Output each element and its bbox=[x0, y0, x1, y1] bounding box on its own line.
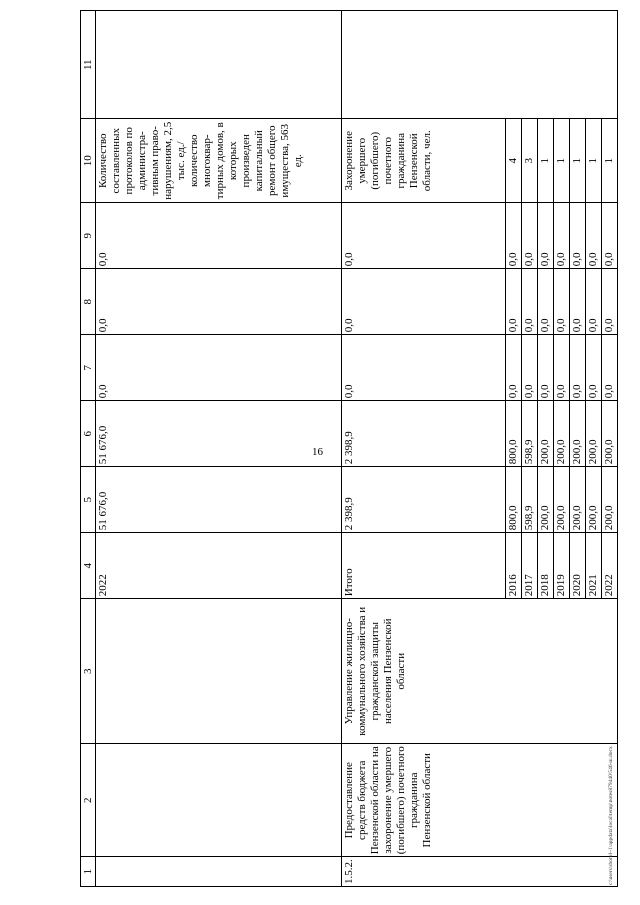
cell-value: 200,0 bbox=[538, 401, 554, 467]
cell-year: 2018 bbox=[538, 533, 554, 599]
cell-empty bbox=[96, 11, 342, 119]
table-row-2022 bbox=[96, 11, 342, 887]
cell-year: 2016 bbox=[506, 533, 522, 599]
cell-year: 2020 bbox=[570, 533, 586, 599]
cell-year: 2019 bbox=[554, 533, 570, 599]
cell-value: 0,0 bbox=[570, 269, 586, 335]
program-table bbox=[80, 10, 618, 887]
cell-indicator: Количество составленных протоколов по администра-тивным право-нарушениям, 2,5 тыс. ед./ количество многоквар-тирных домов, в которых произведен капитальный ремонт общего имущества, 563 ед. bbox=[96, 119, 342, 203]
cell-total-label: Итого bbox=[342, 533, 506, 599]
cell-value: 0,0 bbox=[342, 203, 506, 269]
cell-value: 0,0 bbox=[602, 269, 618, 335]
cell-value: 0,0 bbox=[554, 269, 570, 335]
cell-indicator: 1 bbox=[586, 119, 602, 203]
cell-indicator: 1 bbox=[570, 119, 586, 203]
cell-value: 0,0 bbox=[342, 335, 506, 401]
cell-value: 0,0 bbox=[570, 203, 586, 269]
cell-year: 2022 bbox=[96, 533, 342, 599]
header-cell: 1 bbox=[81, 857, 96, 887]
cell-value: 51 676,0 bbox=[96, 401, 342, 467]
cell-value: 2 398,9 bbox=[342, 401, 506, 467]
cell-value: 200,0 bbox=[586, 401, 602, 467]
cell-year: 2022 bbox=[602, 533, 618, 599]
header-cell: 11 bbox=[81, 11, 96, 119]
cell-year: 2017 bbox=[522, 533, 538, 599]
cell-value: 0,0 bbox=[522, 335, 538, 401]
header-cell: 4 bbox=[81, 533, 96, 599]
header-cell: 9 bbox=[81, 203, 96, 269]
cell-value: 800,0 bbox=[506, 467, 522, 533]
cell-value: 51 676,0 bbox=[96, 467, 342, 533]
cell-value: 0,0 bbox=[342, 269, 506, 335]
cell-empty bbox=[96, 744, 342, 857]
cell-value: 0,0 bbox=[506, 335, 522, 401]
cell-value: 200,0 bbox=[570, 401, 586, 467]
cell-empty bbox=[96, 857, 342, 887]
cell-executor: Управление жилищно-коммунального хозяйства и гражданской защиты населения Пензенской области bbox=[342, 599, 618, 744]
cell-value: 0,0 bbox=[506, 203, 522, 269]
cell-value: 0,0 bbox=[96, 269, 342, 335]
header-cell: 3 bbox=[81, 599, 96, 744]
header-cell: 7 bbox=[81, 335, 96, 401]
cell-value: 598,9 bbox=[522, 401, 538, 467]
header-cell: 6 bbox=[81, 401, 96, 467]
header-cell: 2 bbox=[81, 744, 96, 857]
cell-value: 0,0 bbox=[96, 335, 342, 401]
cell-value: 0,0 bbox=[538, 269, 554, 335]
cell-value: 0,0 bbox=[522, 269, 538, 335]
cell-indicator: Захоронение умершего (погибшего) почетного гражданина Пензенской области, чел. bbox=[342, 119, 506, 203]
cell-value: 200,0 bbox=[570, 467, 586, 533]
cell-value: 0,0 bbox=[506, 269, 522, 335]
cell-value: 0,0 bbox=[554, 335, 570, 401]
cell-value: 0,0 bbox=[602, 335, 618, 401]
cell-value: 800,0 bbox=[506, 401, 522, 467]
cell-value: 200,0 bbox=[554, 467, 570, 533]
cell-value: 200,0 bbox=[602, 401, 618, 467]
cell-value: 598,9 bbox=[522, 467, 538, 533]
cell-value: 200,0 bbox=[538, 467, 554, 533]
cell-value: 0,0 bbox=[538, 203, 554, 269]
table-row-total bbox=[342, 11, 506, 887]
cell-indicator: 1 bbox=[538, 119, 554, 203]
cell-value: 200,0 bbox=[586, 467, 602, 533]
cell-value: 200,0 bbox=[554, 401, 570, 467]
cell-value: 2 398,9 bbox=[342, 467, 506, 533]
header-cell: 5 bbox=[81, 467, 96, 533]
cell-indicator: 1 bbox=[554, 119, 570, 203]
cell-value: 0,0 bbox=[522, 203, 538, 269]
page-number: 16 bbox=[312, 446, 323, 458]
cell-empty bbox=[96, 599, 342, 744]
cell-value: 0,0 bbox=[586, 203, 602, 269]
cell-item-name: Предоставление средств бюджета Пензенской области на захоронение умершего (погибшего) почетного гражданина Пензенской области bbox=[342, 744, 618, 857]
cell-year: 2021 bbox=[586, 533, 602, 599]
header-cell: 8 bbox=[81, 269, 96, 335]
cell-item-number: 1.5.2. bbox=[342, 857, 618, 887]
cell-indicator: 4 bbox=[506, 119, 522, 203]
file-path-footer: c:\users\sborol~1\appdata\local\temp\notes879440\546-ш.docx bbox=[608, 746, 614, 885]
cell-indicator: 3 bbox=[522, 119, 538, 203]
cell-empty bbox=[342, 11, 618, 119]
cell-value: 0,0 bbox=[96, 203, 342, 269]
header-row bbox=[81, 11, 96, 887]
cell-value: 0,0 bbox=[570, 335, 586, 401]
cell-value: 0,0 bbox=[586, 269, 602, 335]
cell-value: 200,0 bbox=[602, 467, 618, 533]
header-cell: 10 bbox=[81, 119, 96, 203]
cell-value: 0,0 bbox=[602, 203, 618, 269]
cell-value: 0,0 bbox=[538, 335, 554, 401]
cell-value: 0,0 bbox=[554, 203, 570, 269]
cell-indicator: 1 bbox=[602, 119, 618, 203]
cell-value: 0,0 bbox=[586, 335, 602, 401]
